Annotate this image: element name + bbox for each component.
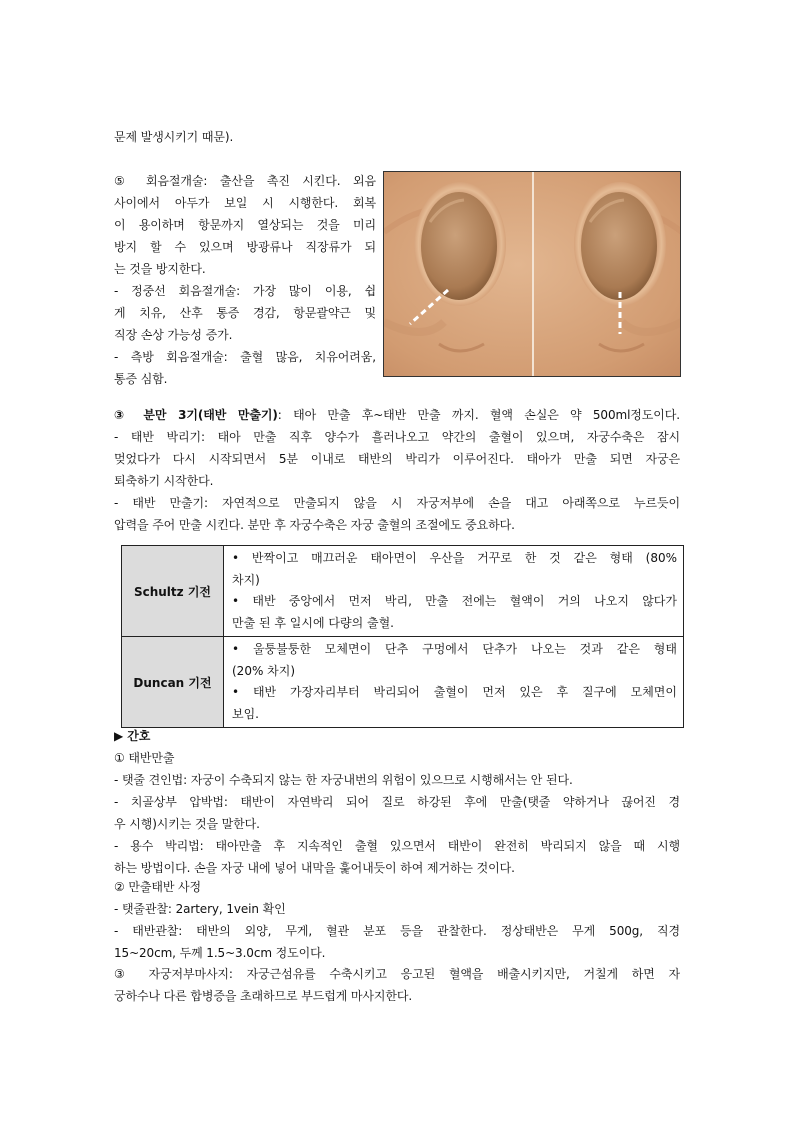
stage3-heading-line	[114, 405, 680, 427]
stage3-line: 퇴축하기 시작한다.	[114, 474, 214, 488]
duncan-header: Duncan 기전	[122, 637, 224, 728]
episiotomy-line: 는 것을 방지한다.	[114, 262, 206, 276]
cell-line: • 태반 가장자리부터 박리되어 출혈이 먼저 있은 후 질구에 모체면이	[232, 685, 677, 699]
episiotomy-line: - 측방 회음절개술: 출혈 많음, 치유어려움,	[114, 350, 376, 364]
continuation-line: 문제 발생시키기 때문).	[114, 130, 234, 144]
stage3-line: - 태반 만출기: 자연적으로 만출되지 않을 시 자궁저부에 손을 대고 아래쪽으로 누르듯이	[114, 496, 680, 510]
cell-line: 만출 된 후 일시에 다량의 출혈.	[232, 615, 394, 630]
nursing-line: - 용수 박리법: 태아만출 후 지속적인 출혈 있으면서 태반이 완전히 박리되지 않을 때 시행	[114, 839, 680, 853]
cell-line: • 반짝이고 매끄러운 태아면이 우산을 거꾸로 한 것 같은 형태 (80%	[232, 551, 677, 565]
table-row	[122, 546, 684, 637]
nursing-line: 하는 방법이다. 손을 자궁 내에 넣어 내막을 훑어내듯이 하여 제거하는 것이다.	[114, 861, 515, 875]
stage3-heading: ③ 분만 3기(태반 만출기)	[114, 408, 278, 422]
nursing-line: 15~20cm, 두께 1.5~3.0cm 정도이다.	[114, 946, 326, 960]
duncan-description	[224, 637, 684, 728]
table-row	[122, 637, 684, 728]
episiotomy-line: 게 치유, 산후 통증 경감, 항문괄약근 및	[114, 306, 376, 320]
nursing-line: - 탯줄 견인법: 자궁이 수축되지 않는 한 자궁내번의 위험이 있으므로 시행해서는 안 된다.	[114, 773, 573, 787]
placenta-mechanism-table	[121, 545, 684, 728]
episiotomy-line: 사이에서 아두가 보일 시 시행한다. 회복	[114, 196, 376, 210]
nursing-line: 우 시행)시키는 것을 말한다.	[114, 817, 260, 831]
stage3-line: - 태반 박리기: 태아 만출 직후 양수가 흘러나오고 약간의 출혈이 있으며, 자궁수축은 잠시	[114, 430, 680, 444]
episiotomy-diagram	[384, 172, 681, 377]
nursing-line: - 태반관찰: 태반의 외양, 무게, 혈관 분포 등을 관찰한다. 정상태반은 무게 500g, 직경	[114, 924, 680, 938]
stage3-heading-text: : 태아 만출 후~태반 만출 까지. 혈액 손실은 약 500ml정도이다.	[277, 408, 680, 422]
nursing-heading: ▶ 간호	[114, 729, 151, 743]
nursing-line: - 탯줄관찰: 2artery, 1vein 확인	[114, 902, 286, 916]
stage3-line: 멎었다가 다시 시작되면서 5분 이내로 태반의 박리가 이루어진다. 태아가 만출 되면 자궁은	[114, 452, 680, 466]
episiotomy-line: 직장 손상 가능성 증가.	[114, 328, 233, 342]
cell-line: 보임.	[232, 706, 259, 721]
nursing-line: ① 태반만출	[114, 751, 175, 765]
cell-line: (20% 차지)	[232, 663, 296, 678]
cell-line: 차지)	[232, 572, 260, 587]
episiotomy-line: 통증 심함.	[114, 372, 168, 386]
nursing-line: - 치골상부 압박법: 태반이 자연박리 되어 질로 하강된 후에 만출(탯줄 약하거나 끊어진 경	[114, 795, 680, 809]
episiotomy-line: ⑤ 회음절개술: 출산을 촉진 시킨다. 외음	[114, 174, 376, 188]
episiotomy-line: 방지 할 수 있으며 방광류나 직장류가 되	[114, 240, 376, 254]
episiotomy-line: 이 용이하며 항문까지 열상되는 것을 미리	[114, 218, 376, 232]
stage3-line: 압력을 주어 만출 시킨다. 분만 후 자궁수축은 자궁 출혈의 조절에도 중요하다.	[114, 518, 515, 532]
episiotomy-line: - 정중선 회음절개술: 가장 많이 이용, 쉽	[114, 284, 376, 298]
nursing-line: ③ 자궁저부마사지: 자궁근섬유를 수축시키고 응고된 혈액을 배출시키지만, 거칠게 하면 자	[114, 967, 680, 981]
cell-line: • 태반 중앙에서 먼저 박리, 만출 전에는 혈액이 거의 나오지 않다가	[232, 594, 677, 608]
episiotomy-illustration	[383, 171, 681, 377]
cell-line: • 울퉁불퉁한 모체면이 단추 구멍에서 단추가 나오는 것과 같은 형태	[232, 642, 677, 656]
nursing-line: 궁하수나 다른 합병증을 초래하므로 부드럽게 마사지한다.	[114, 989, 413, 1003]
nursing-line: ② 만출태반 사정	[114, 880, 202, 894]
schultz-header: Schultz 기전	[122, 546, 224, 637]
schultz-description	[224, 546, 684, 637]
